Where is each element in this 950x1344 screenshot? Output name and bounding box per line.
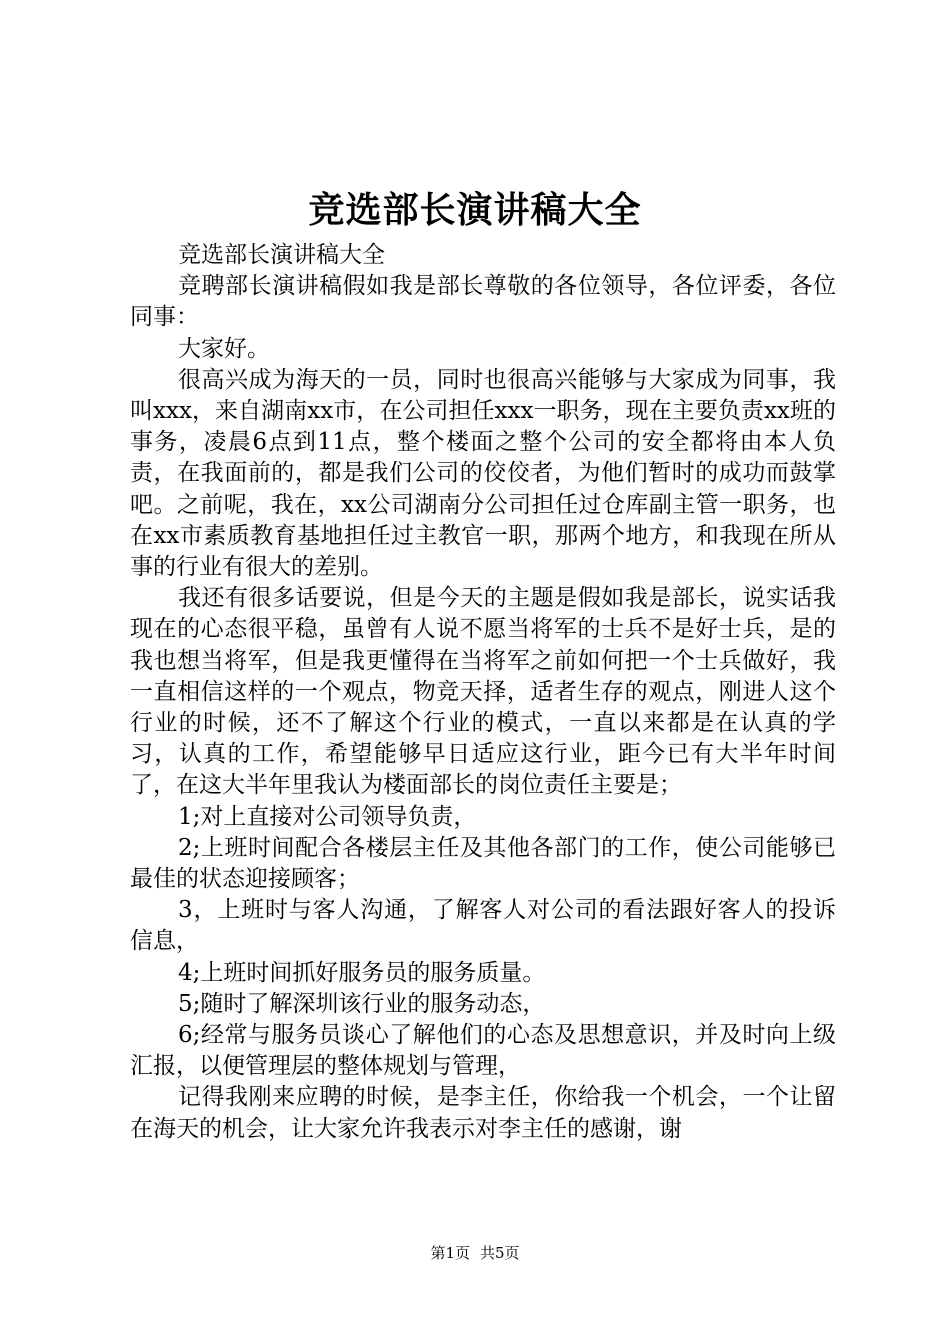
list-item: 6;经常与服务员谈心了解他们的心态及思想意识，并及时向上级汇报，以便管理层的整体规划与管理， [130, 1022, 836, 1080]
paragraph: 竞聘部长演讲稿假如我是部长尊敬的各位领导，各位评委，各位同事： [130, 273, 836, 331]
paragraph: 我还有很多话要说，但是今天的主题是假如我是部长，说实话我现在的心态很平稳，虽曾有人说不愿当将军的士兵不是好士兵，是的我也想当将军，但是我更懂得在当将军之前如何把一个士兵做好，我一直相信这样的一个观点，物竞天择，适者生存的观点，刚进人这个行业的时候，还不了解这个行业的模式，一直以来都是在认真的学习，认真的工作，希望能够早日适应这行业，距今已有大半年时间了，在这大半年里我认为楼面部长的岗位责任主要是； [130, 585, 836, 799]
list-item: 1;对上直接对公司领导负责， [178, 803, 477, 830]
list-item: 2;上班时间配合各楼层主任及其他各部门的工作，使公司能够已最佳的状态迎接顾客； [130, 834, 836, 893]
document-body [130, 240, 836, 1145]
list-item: 5;随时了解深圳该行业的服务动态， [178, 990, 546, 1017]
paragraph: 大家好。 [178, 335, 270, 362]
page-total: 共5页 [480, 1244, 520, 1262]
page-footer [0, 1243, 950, 1263]
list-item: 4;上班时间抓好服务员的服务质量。 [178, 959, 546, 986]
paragraph: 记得我刚来应聘的时候，是李主任，你给我一个机会，一个让留在海天的机会，让大家允许我表示对李主任的感谢，谢 [130, 1084, 836, 1142]
document-title: 竞选部长演讲稿大全 [308, 189, 642, 231]
paragraph: 竞选部长演讲稿大全 [178, 242, 385, 268]
paragraph: 很高兴成为海天的一员，同时也很高兴能够与大家成为同事，我叫xxx，来自湖南xx市，在公司担任xxx一职务，现在主要负责xx班的事务，凌晨6点到11点，整个楼面之整个公司的安全都将由本人负责，在我面前的，都是我们公司的佼佼者，为他们暂时的成功而鼓掌吧。之前呢，我在，xx公司湖南分公司担任过仓库副主管一职务，也在xx市素质教育基地担任过主教官一职，那两个地方，和我现在所从事的行业有很大的差别。 [130, 366, 836, 581]
page-number: 第1页 [430, 1244, 470, 1262]
list-item: 3，上班时与客人沟通，了解客人对公司的看法跟好客人的投诉信息， [130, 897, 836, 955]
